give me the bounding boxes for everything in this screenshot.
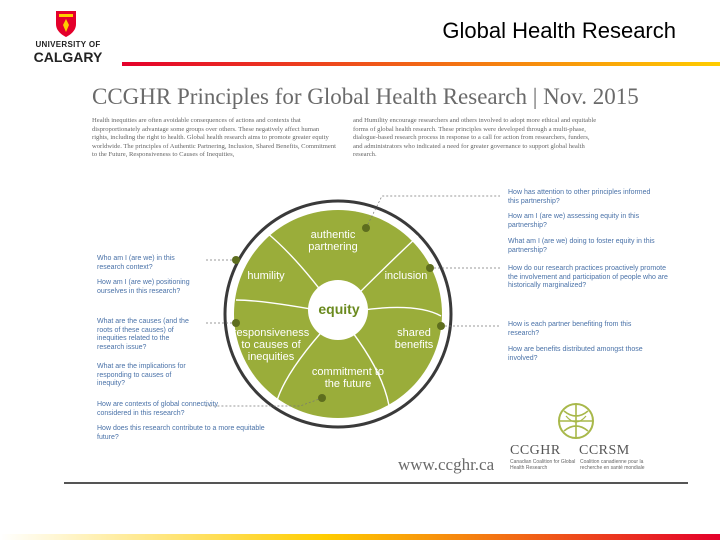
segment-inclusion: inclusion: [384, 270, 428, 282]
question-left-6: How does this research contribute to a more equitable future?: [97, 425, 265, 441]
accent-bar-bottom: [0, 534, 720, 540]
question-right-4: How do our research practices proactively promote the involvement and participation of people who are historically marginalized?: [508, 265, 668, 289]
brand-ccrsm: CCRSM: [579, 443, 630, 458]
logo-line2: CALGARY: [33, 49, 103, 65]
slide-title: Global Health Research: [442, 18, 676, 43]
question-left-3: What are the causes (and the roots of these causes) of inequities related to the research issue?: [97, 318, 189, 351]
segment-authentic-partnering: authentic partnering: [308, 229, 358, 253]
segment-humility: humility: [247, 270, 285, 282]
segment-commitment-to-the-future: commitment to the future: [311, 366, 385, 390]
logo-line1: UNIVERSITY OF: [35, 40, 101, 49]
brand-ccrsm-sub: Coalition canadienne pour la recherche en santé mondiale: [580, 459, 645, 471]
segment-shared-benefits: shared benefits: [394, 327, 434, 351]
question-right-2: How am I (are we) assessing equity in this partnership?: [508, 213, 640, 229]
intro-text-right: and Humility encourage researchers and others involved to adopt more ethical and equitable forms of global health research. These principles were developed through a multi-phase, dialogue-based research process in response to a call for action from researchers, funders, and administrators who indicated a need for greater governance to support global health research.: [353, 117, 597, 159]
question-right-6: How are benefits distributed amongst those involved?: [508, 346, 643, 362]
question-left-5: How are contexts of global connectivity considered in this research?: [97, 401, 219, 417]
ccghr-globe-icon: [556, 402, 596, 440]
question-left-2: How am I (are we) positioning ourselves in this research?: [97, 279, 190, 295]
segment-responsiveness: responsiveness to causes of inequities: [232, 327, 310, 363]
question-right-1: How has attention to other principles informed this partnership?: [508, 189, 651, 205]
intro-text-left: Health inequities are often avoidable consequences of actions and contexts that disproportionately advantage some groups over others. These negatively affect human rights, including the right to health. Global health research aims to promote greater equity worldwide. The principles of Authentic Partnering, Inclusion, Shared Benefits, Commitment to the Future, Responsiveness to Causes of Inequities,: [92, 117, 336, 159]
poster-title: CCGHR Principles for Global Health Research | Nov. 2015: [92, 84, 639, 109]
question-right-3: What am I (are we) doing to foster equity in this partnership?: [508, 238, 655, 254]
brand-ccghr: CCGHR: [510, 443, 561, 458]
question-right-5: How is each partner benefiting from this research?: [508, 321, 632, 337]
center-label-equity: equity: [318, 301, 360, 317]
brand-ccghr-sub: Canadian Coalition for Global Health Research: [510, 459, 576, 471]
website-url[interactable]: www.ccghr.ca: [398, 455, 495, 474]
question-left-4: What are the implications for responding to causes of inequity?: [97, 363, 186, 387]
question-left-1: Who am I (are we) in this research context?: [97, 255, 175, 271]
